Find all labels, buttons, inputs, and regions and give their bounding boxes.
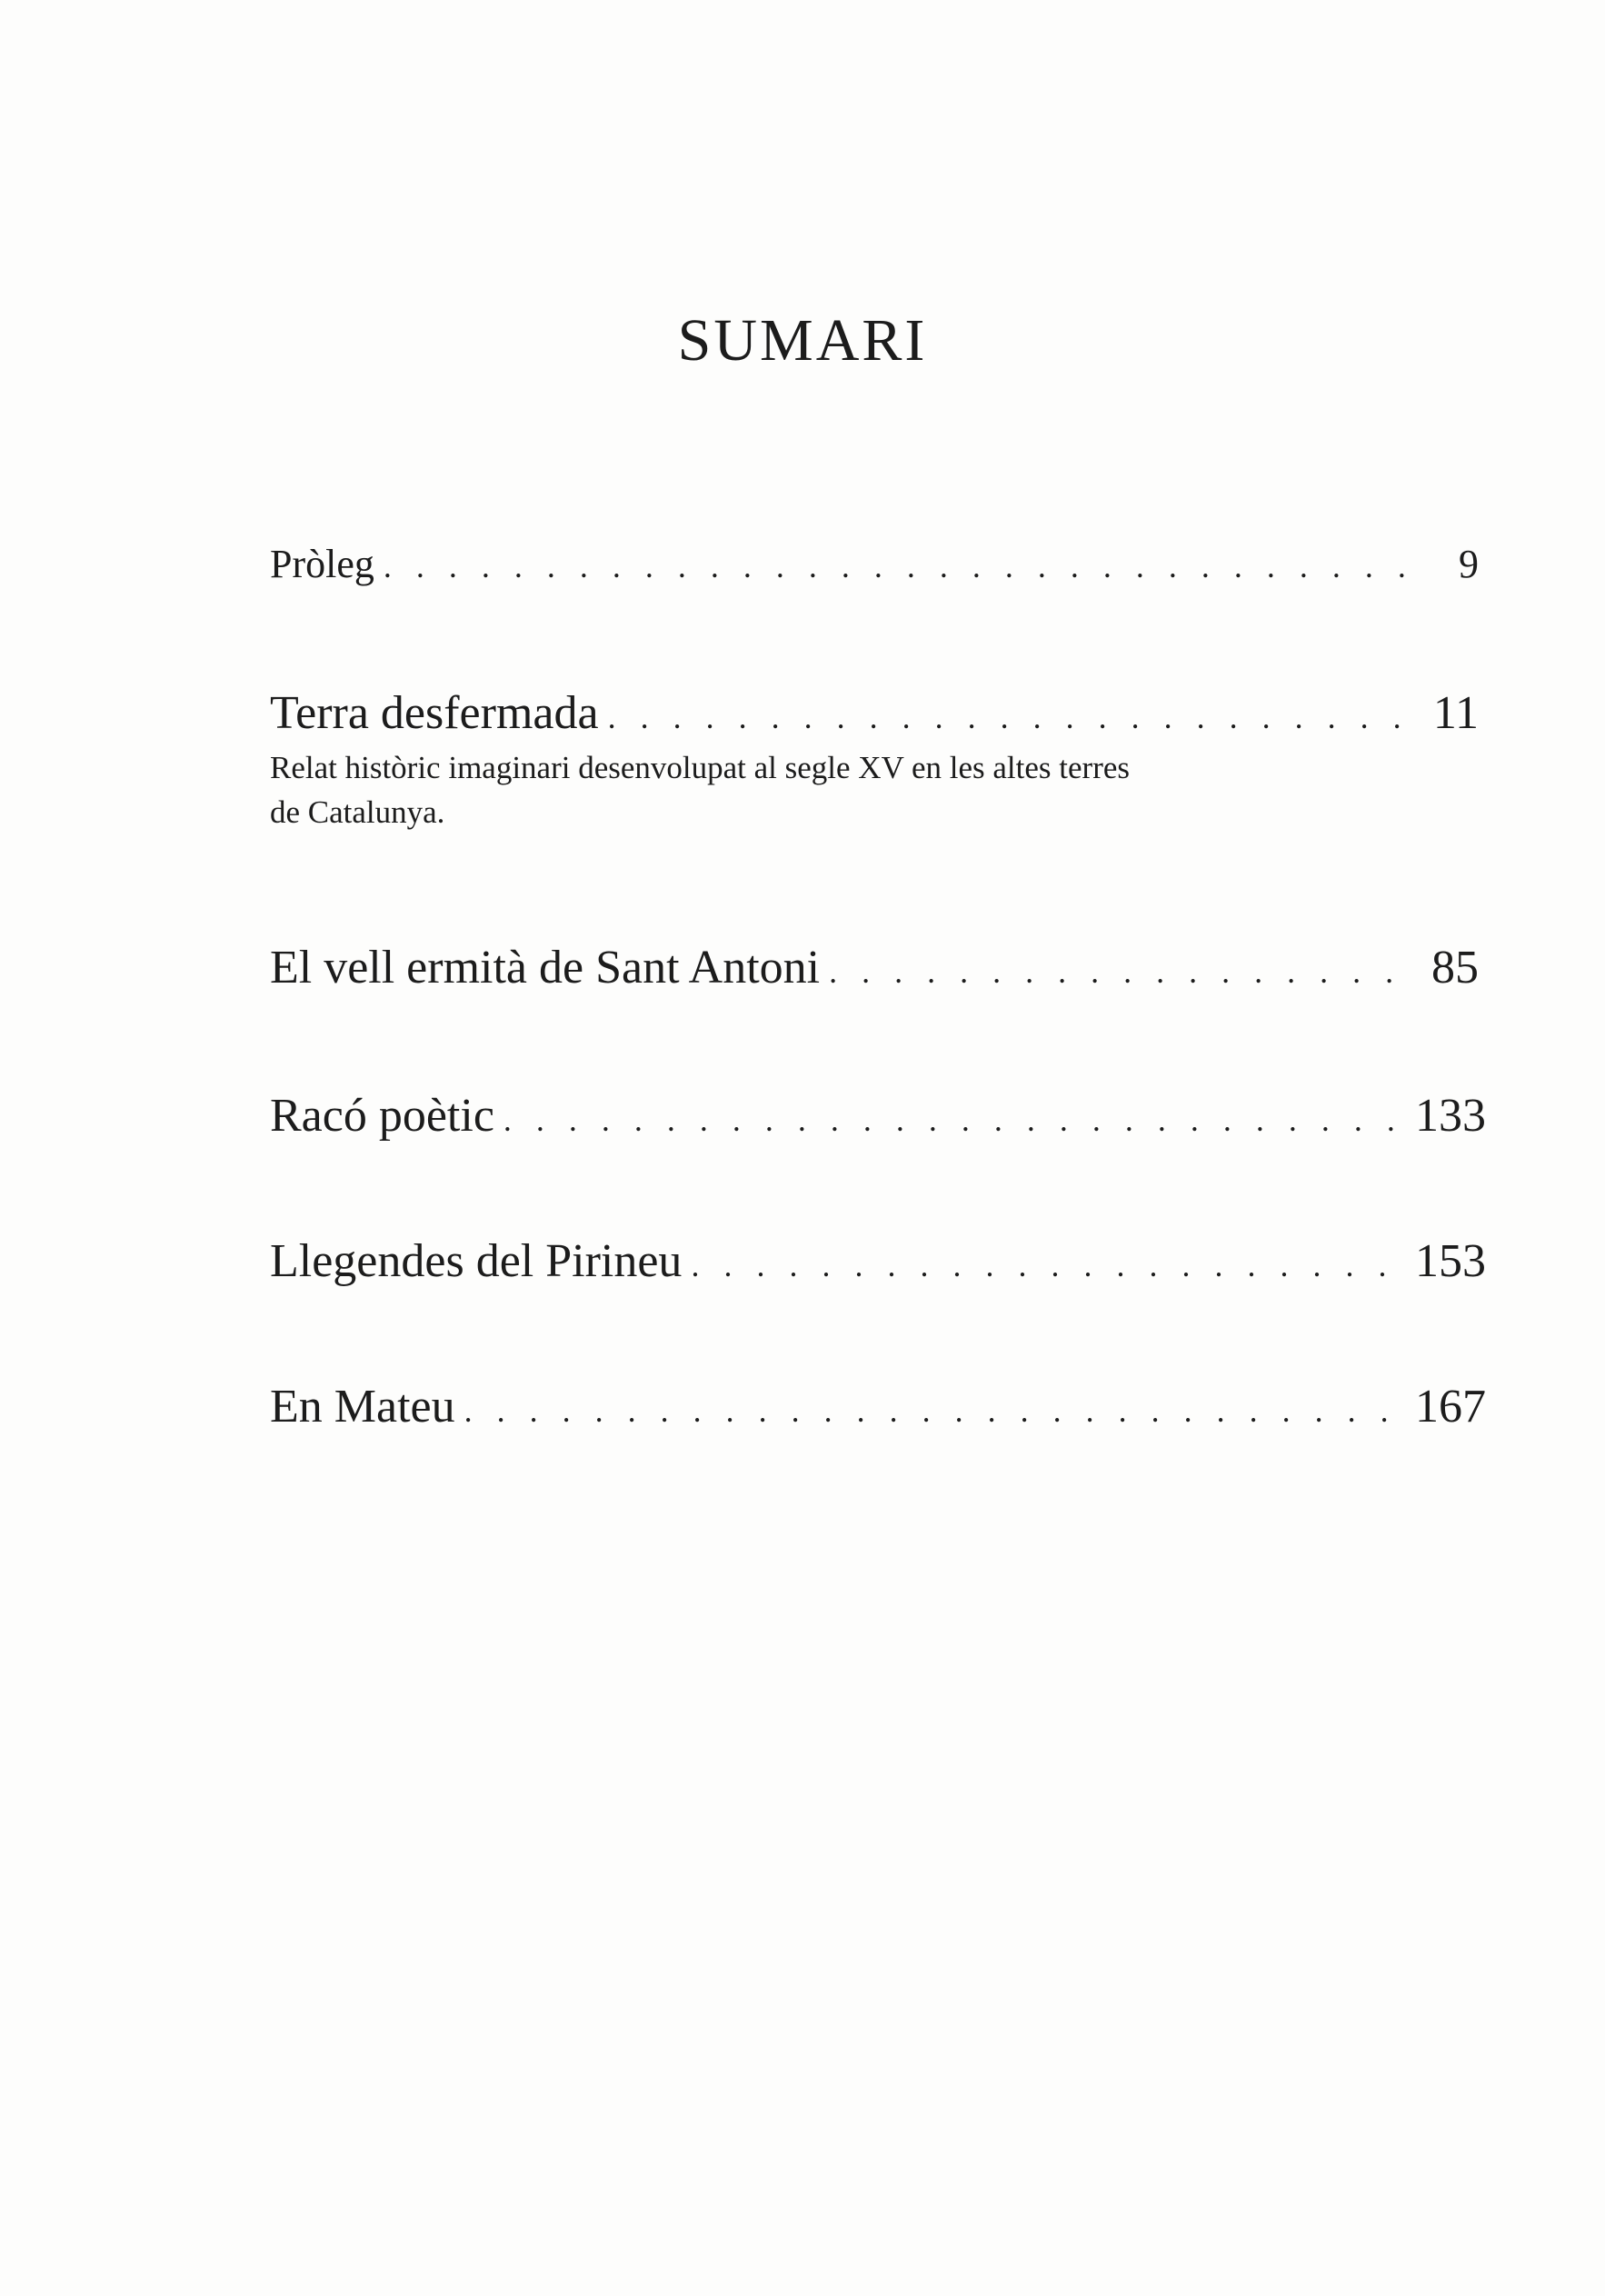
dot-leader [829, 953, 1404, 991]
toc-entry-page: 133 [1415, 1090, 1486, 1142]
toc-entry-title: Pròleg [270, 542, 374, 586]
toc-entry-en-mateu[interactable] [270, 1380, 1486, 1433]
toc-entry-terra-desfermada[interactable] [270, 686, 1479, 834]
toc-entry-proleg[interactable] [270, 541, 1479, 587]
toc-entry-title: En Mateu [270, 1381, 455, 1433]
page-title: SUMARI [677, 307, 928, 374]
toc-entry-title: Llegendes del Pirineu [270, 1235, 683, 1287]
toc-entry-page: 153 [1415, 1235, 1486, 1287]
toc-entry-title: Racó poètic [270, 1090, 494, 1142]
toc-entry-subtitle: Relat històric imaginari desenvolupat al segle XV en les altes terres de Catalunya. [270, 750, 1131, 830]
table-of-contents [270, 0, 1486, 2296]
toc-entry-el-vell-ermita[interactable] [270, 941, 1479, 994]
toc-entry-title: El vell ermità de Sant Antoni [270, 942, 821, 993]
toc-entry-page: 9 [1459, 542, 1479, 586]
dot-leader [691, 1246, 1404, 1284]
dot-leader [608, 698, 1404, 736]
toc-entry-llegendes-del-pirineu[interactable] [270, 1234, 1486, 1288]
toc-entry-page: 85 [1431, 942, 1479, 993]
toc-entry-page: 11 [1432, 687, 1479, 739]
toc-entry-title: Terra desfermada [270, 687, 599, 739]
dot-leader [464, 1392, 1404, 1430]
toc-entry-raco-poetic[interactable] [270, 1089, 1486, 1143]
toc-entry-page: 167 [1415, 1381, 1486, 1433]
dot-leader [503, 1101, 1404, 1139]
dot-leader [384, 547, 1404, 585]
